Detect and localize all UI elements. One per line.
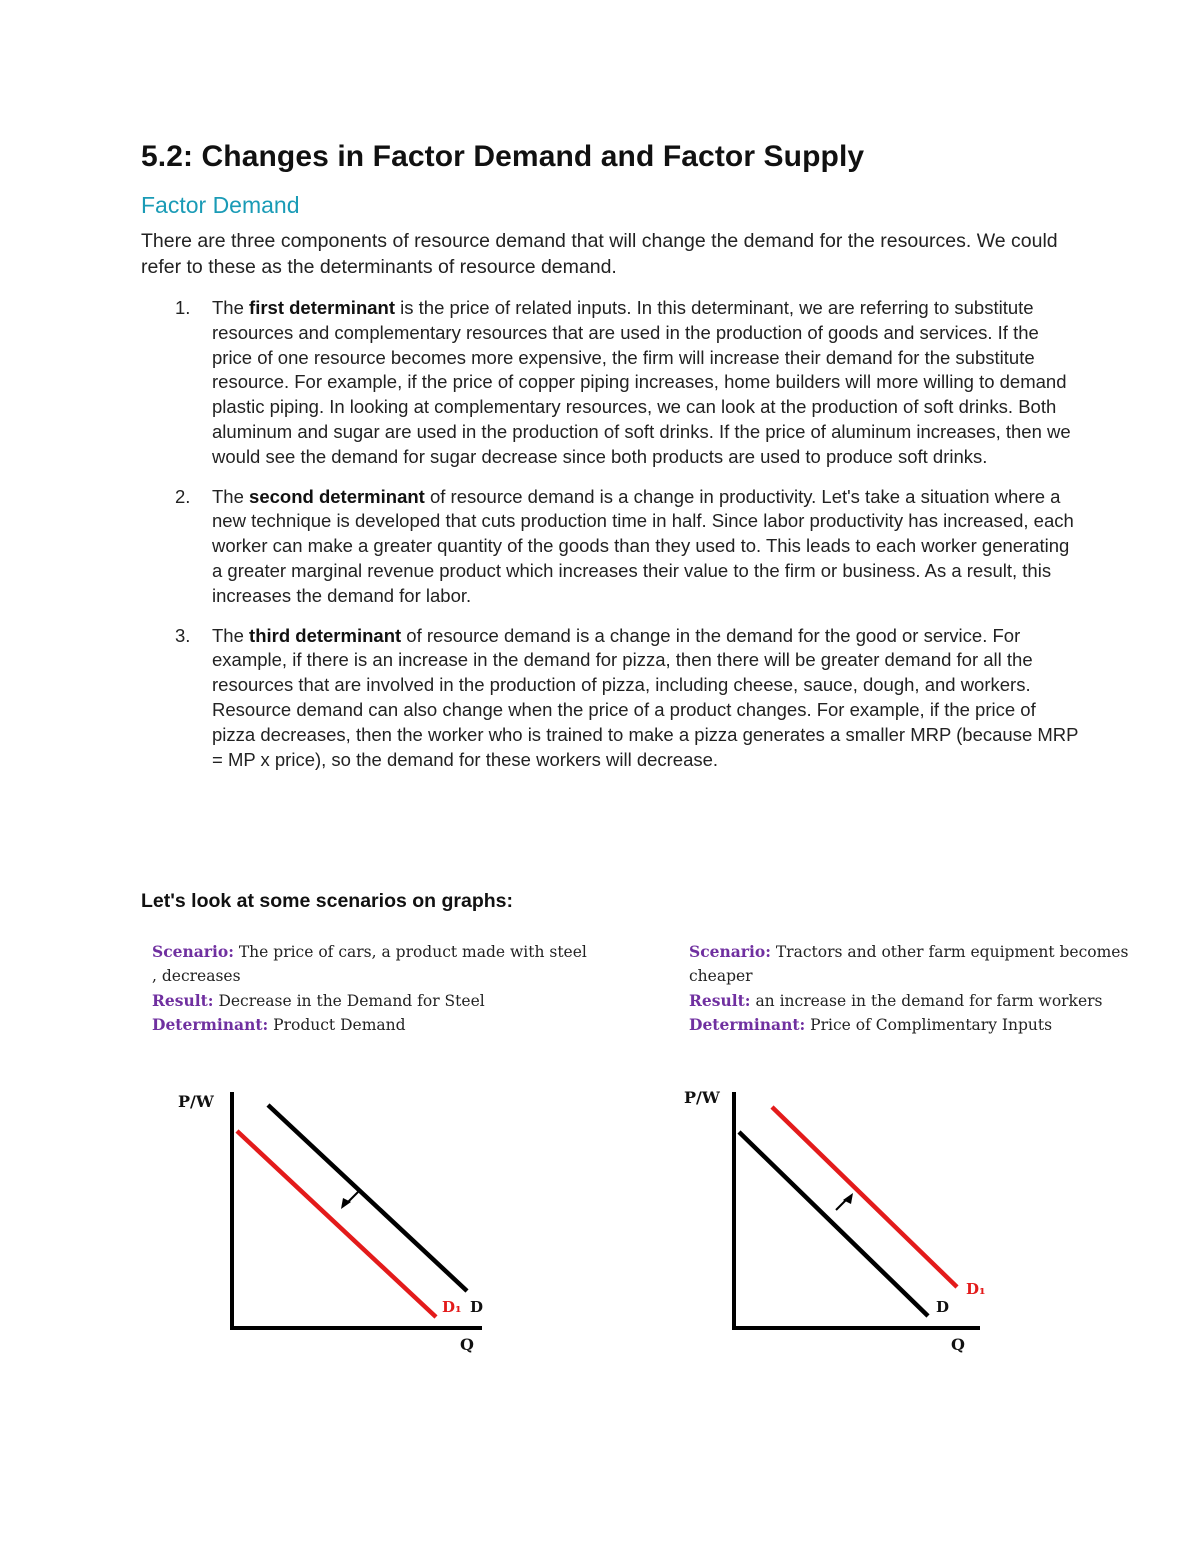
result-text: Decrease in the Demand for Steel [213,991,485,1010]
scenario-caption-right [689,940,1139,1038]
y-axis-label: P/W [684,1088,720,1107]
determinant-bold-term: first determinant [249,297,395,318]
determinant-value: Price of Complimentary Inputs [805,1016,1053,1035]
list-number: 2. [175,485,191,507]
demand-graph-right [672,1080,992,1380]
determinant-value: Product Demand [268,1016,406,1035]
scenario-text: Tractors and other farm equipment becomes cheaper [689,943,1129,985]
curve-label-original: D [936,1298,950,1316]
determinant-item [141,485,1081,609]
determinant-prefix: The [212,624,250,646]
demand-graph-svg [672,1080,992,1380]
x-axis-label: Q [460,1335,474,1354]
demand-graph-left [170,1080,490,1380]
curve-label-new: D₁ [442,1298,462,1316]
determinants-list [141,296,1081,787]
result-label: Result: [689,990,751,1010]
determinant-line [152,1013,592,1038]
demand-graph-svg [170,1080,490,1380]
demand-curve-new [237,1131,436,1317]
list-number: 1. [175,297,191,318]
demand-curve-new [772,1107,957,1287]
determinant-text: of resource demand is a change in the demand for the good or service. For example, if there is an increase in the demand for pizza, then there will be greater demand for all the resources that are involved in the production of pizza, including cheese, sauce, dough, and workers. Resource demand can also change when the price of a product changes. For example, if the price of pizza decreases, then the worker who is trained to make a pizza generates a smaller MRP (because MRP = MP x price), so the demand for these workers will decrease. [212,624,1079,770]
scenario-label: Scenario: [689,942,771,961]
scenario-text: The price of cars, a product made with steel , decreases [152,943,587,985]
demand-curve-original [268,1105,467,1291]
result-line [689,989,1139,1014]
determinant-label: Determinant: [689,1015,806,1035]
determinant-text: is the price of related inputs. In this determinant, we are referring to substitute resources and complementary resources that are used in the production of goods and services. If the price of one resource becomes more expensive, the firm will increase their demand for the substitute resource. For example, if the price of copper piping increases, home builders will more willing to demand plastic piping. In looking at complementary resources, we can look at the production of soft drinks. Both aluminum and sugar are used in the production of soft drinks. If the price of aluminum increases, then we would see the demand for sugar decrease since both products are used to produce soft drinks. [212,297,1071,467]
determinant-bold-term: second determinant [249,485,425,507]
determinant-prefix: The [212,485,250,507]
page-title: 5.2: Changes in Factor Demand and Factor Supply [141,140,865,173]
result-text: an increase in the demand for farm workers [750,991,1103,1010]
determinant-bold-term: third determinant [249,624,402,646]
determinant-item [141,624,1081,773]
determinant-text: of resource demand is a change in productivity. Let's take a situation where a new technique is developed that cuts production time in half. Since labor productivity has increased, each worker can make a greater quantity of the goods than they used to. This leads to each worker generating a greater marginal revenue product which increases their value to the firm or business. As a result, this increases the demand for labor. [212,485,1074,606]
x-axis-label: Q [951,1335,965,1354]
y-axis-label: P/W [178,1092,214,1111]
determinant-line [689,1013,1139,1038]
list-number: 3. [175,624,191,646]
determinant-label: Determinant: [152,1015,269,1035]
result-line [152,989,592,1014]
curve-label-new: D₁ [966,1280,986,1298]
scenario-line [689,940,1139,989]
determinant-item [141,296,1081,470]
graphs-heading: Let's look at some scenarios on graphs: [141,890,513,912]
scenario-caption-left [152,940,592,1038]
intro-paragraph: There are three components of resource demand that will change the demand for the resources. We could refer to these as the determinants of resource demand. [141,230,1058,278]
scenario-label: Scenario: [152,942,234,961]
curve-label-original: D [470,1298,484,1316]
determinant-prefix: The [212,297,250,318]
result-label: Result: [152,990,214,1010]
demand-curve-original [739,1132,928,1316]
scenario-line [152,940,592,989]
section-heading-factor-demand: Factor Demand [141,192,300,218]
